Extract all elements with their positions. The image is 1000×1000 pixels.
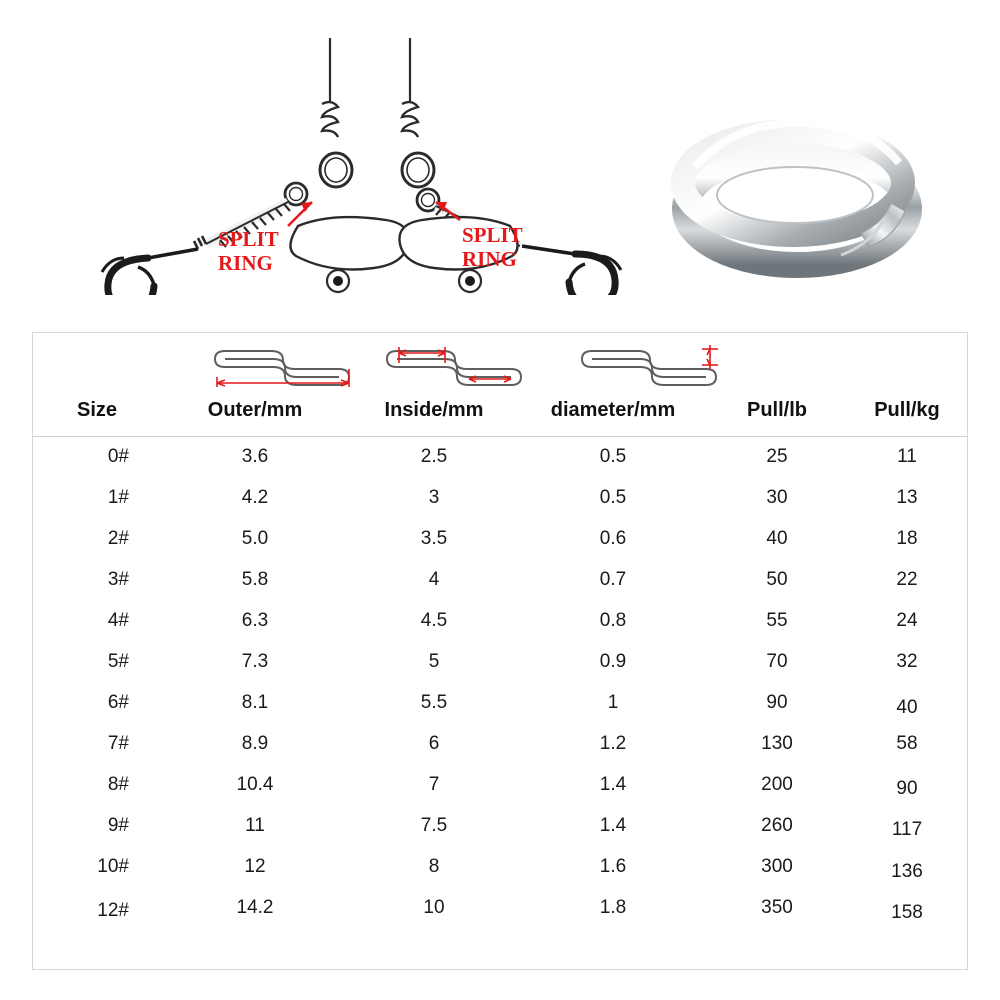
cell-size: 5# xyxy=(107,651,129,672)
stainless-steel-split-ring-photo xyxy=(665,105,930,285)
cell-inside: 4 xyxy=(428,569,440,590)
cell-pull-lb: 130 xyxy=(761,733,793,754)
cell-pull-lb: 300 xyxy=(761,856,793,877)
cell-size: 10# xyxy=(97,856,129,877)
cell-size: 3# xyxy=(107,569,129,590)
cell-pull-kg: 13 xyxy=(896,487,918,508)
cell-pull-kg: 32 xyxy=(896,651,918,672)
cell-outer: 14.2 xyxy=(236,897,274,918)
table-row xyxy=(33,806,967,847)
cell-diameter: 0.5 xyxy=(599,446,627,468)
cell-diameter: 0.7 xyxy=(599,569,627,590)
cell-outer: 12 xyxy=(244,856,266,877)
cell-inside: 7 xyxy=(428,774,440,795)
cell-inside: 2.5 xyxy=(420,446,448,468)
cell-inside: 3.5 xyxy=(420,528,448,549)
cell-diameter: 1.8 xyxy=(599,897,627,918)
cell-outer: 8.9 xyxy=(241,733,269,754)
cell-inside: 5 xyxy=(428,651,440,672)
table-row xyxy=(33,519,967,560)
cell-diameter: 0.6 xyxy=(599,528,627,549)
cell-size: 0# xyxy=(107,446,129,468)
cell-outer: 4.2 xyxy=(241,487,269,508)
cell-pull-lb: 70 xyxy=(766,651,788,672)
header-inside: Inside/mm xyxy=(349,395,519,437)
table-row xyxy=(33,683,967,724)
specification-table xyxy=(32,332,968,970)
cell-outer: 11 xyxy=(245,815,265,836)
cell-size: 6# xyxy=(107,692,129,713)
spec-table xyxy=(33,395,967,929)
cell-inside: 3 xyxy=(428,487,440,508)
table-row xyxy=(33,765,967,806)
split-ring-outer-diameter-icon xyxy=(211,339,361,391)
cell-outer: 10.4 xyxy=(236,774,274,795)
cell-inside: 5.5 xyxy=(420,692,448,713)
cell-pull-kg: 24 xyxy=(896,610,918,631)
table-row xyxy=(33,437,967,478)
cell-size: 4# xyxy=(107,610,129,631)
table-row xyxy=(33,888,967,929)
cell-diameter: 1 xyxy=(607,692,619,713)
table-row xyxy=(33,560,967,601)
split-ring-label-right-line2: RING xyxy=(462,247,517,271)
cell-size: 2# xyxy=(107,528,129,549)
cell-pull-kg: 40 xyxy=(896,697,918,718)
cell-outer: 8.1 xyxy=(241,692,269,713)
cell-outer: 6.3 xyxy=(241,610,269,631)
cell-pull-lb: 200 xyxy=(761,774,793,795)
cell-pull-kg: 22 xyxy=(896,569,918,590)
cell-outer: 5.8 xyxy=(241,569,269,590)
cell-pull-lb: 30 xyxy=(766,487,788,508)
cell-inside: 6 xyxy=(428,733,440,754)
cell-pull-kg: 136 xyxy=(891,861,923,882)
cell-pull-lb: 90 xyxy=(766,692,788,713)
cell-pull-kg: 117 xyxy=(891,819,923,840)
table-body xyxy=(33,437,967,929)
split-ring-wire-diameter-icon xyxy=(578,339,728,391)
split-ring-label-right-line1: SPLIT xyxy=(462,223,523,247)
cell-diameter: 0.9 xyxy=(599,651,627,672)
cell-diameter: 0.5 xyxy=(599,487,627,508)
cell-pull-lb: 260 xyxy=(761,815,793,836)
cell-diameter: 0.8 xyxy=(599,610,627,631)
table-row xyxy=(33,642,967,683)
cell-pull-lb: 40 xyxy=(766,528,788,549)
table-header-row xyxy=(33,395,967,437)
cell-diameter: 1.6 xyxy=(599,856,627,877)
cell-pull-lb: 25 xyxy=(766,446,788,468)
cell-inside: 8 xyxy=(428,856,440,877)
cell-diameter: 1.2 xyxy=(599,733,627,754)
illustration-area xyxy=(0,0,1000,320)
cell-inside: 10 xyxy=(423,897,445,918)
measurement-icons-row xyxy=(33,333,967,395)
cell-inside: 4.5 xyxy=(420,610,448,631)
cell-size: 7# xyxy=(107,733,129,754)
cell-size: 1# xyxy=(107,487,129,508)
table-row xyxy=(33,601,967,642)
header-pull-kg: Pull/kg xyxy=(847,395,967,437)
header-pull-lb: Pull/lb xyxy=(707,395,847,437)
split-ring-inside-diameter-icon xyxy=(383,339,533,391)
cell-pull-lb: 55 xyxy=(766,610,788,631)
cell-pull-kg: 58 xyxy=(896,733,918,754)
cell-size: 12# xyxy=(97,900,129,921)
header-outer: Outer/mm xyxy=(161,395,349,437)
cell-pull-lb: 350 xyxy=(761,897,793,918)
cell-pull-kg: 18 xyxy=(896,528,918,549)
cell-outer: 5.0 xyxy=(241,528,269,549)
cell-pull-kg: 11 xyxy=(897,446,917,468)
cell-size: 8# xyxy=(107,774,129,795)
split-ring-label-left-line1: SPLIT xyxy=(218,227,279,251)
cell-inside: 7.5 xyxy=(420,815,448,836)
cell-pull-kg: 90 xyxy=(896,778,918,799)
cell-size: 9# xyxy=(107,815,129,836)
table-row xyxy=(33,724,967,765)
table-row xyxy=(33,847,967,888)
split-ring-label-left-line2: RING xyxy=(218,251,273,275)
fishing-lure-split-ring-diagram xyxy=(30,30,650,295)
header-diameter: diameter/mm xyxy=(519,395,707,437)
cell-pull-lb: 50 xyxy=(766,569,788,590)
cell-diameter: 1.4 xyxy=(599,815,627,836)
cell-pull-kg: 158 xyxy=(891,902,923,923)
header-size: Size xyxy=(33,395,161,437)
cell-outer: 3.6 xyxy=(241,446,269,468)
cell-outer: 7.3 xyxy=(241,651,269,672)
table-row xyxy=(33,478,967,519)
cell-diameter: 1.4 xyxy=(599,774,627,795)
